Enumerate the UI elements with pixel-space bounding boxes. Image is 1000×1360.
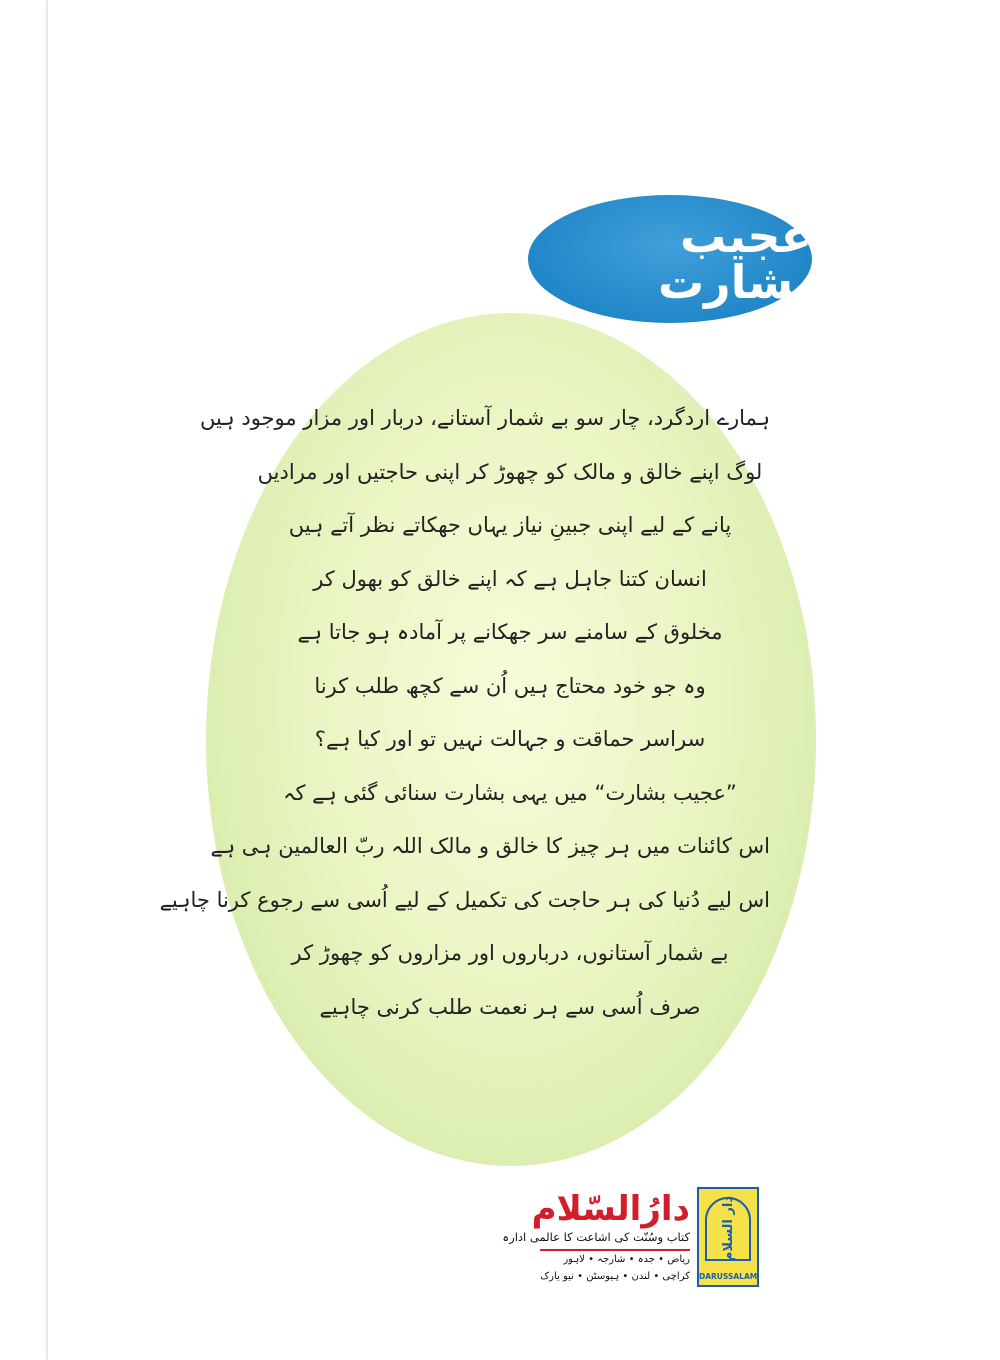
logo-arch-icon: [705, 1197, 751, 1261]
blurb-line: ہمارے اردگرد، چار سو بے شمار آستانے، دربار اور مزار موجود ہیں: [200, 406, 770, 430]
publisher-block: [502, 1189, 690, 1285]
book-title: عجیب بشارت: [657, 209, 812, 309]
blurb-line: بے شمار آستانوں، درباروں اور مزاروں کو چھوڑ کر: [291, 941, 729, 965]
blurb-line: اس کائنات میں ہر چیز کا خالق و مالک اللہ ربّ العالمین ہی ہے: [210, 834, 770, 858]
blurb-line: اس لیے دُنیا کی ہر حاجت کی تکمیل کے لیے اُسی سے رجوع کرنا چاہیے: [159, 887, 770, 912]
blurb-line: ”عجیب بشارت“ میں یہی بشارت سنائی گئی ہے کہ: [283, 780, 737, 805]
publisher-cities-line-2: کراچی • لندن • ہیوسٹن • نیو یارک: [540, 1271, 690, 1282]
publisher-cities-line-1: ریاض • جدہ • شارجہ • لاہور: [563, 1254, 690, 1265]
logo-arabic-text: دار السلام: [720, 1196, 736, 1262]
blurb-line: سراسر حماقت و جہالت نہیں تو اور کیا ہے؟: [314, 727, 706, 751]
title-badge: [528, 195, 812, 323]
darussalam-logo: [697, 1187, 759, 1287]
publisher-name: دارُالسّلام: [531, 1189, 690, 1229]
logo-latin-text: DARUSSALAM: [699, 1272, 758, 1281]
blurb-line: انسان کتنا جاہل ہے کہ اپنے خالق کو بھول کر: [313, 566, 707, 591]
blurb-line: پانے کے لیے اپنی جبینِ نیاز یہاں جھکاتے نظر آتے ہیں: [288, 513, 732, 537]
blurb-text: [159, 392, 770, 1034]
publisher-tagline: کتاب وسُنّت کی اشاعت کا عالمی ادارہ: [540, 1228, 690, 1251]
blurb-line: لوگ اپنے خالق و مالک کو چھوڑ کر اپنی حاجتیں اور مرادیں: [257, 459, 763, 484]
blurb-line: وہ جو خود محتاج ہیں اُن سے کچھ طلب کرنا: [314, 673, 706, 698]
blurb-line: مخلوق کے سامنے سر جھکانے پر آمادہ ہو جاتا ہے: [297, 620, 723, 644]
blurb-line: صرف اُسی سے ہر نعمت طلب کرنی چاہیے: [319, 994, 701, 1019]
